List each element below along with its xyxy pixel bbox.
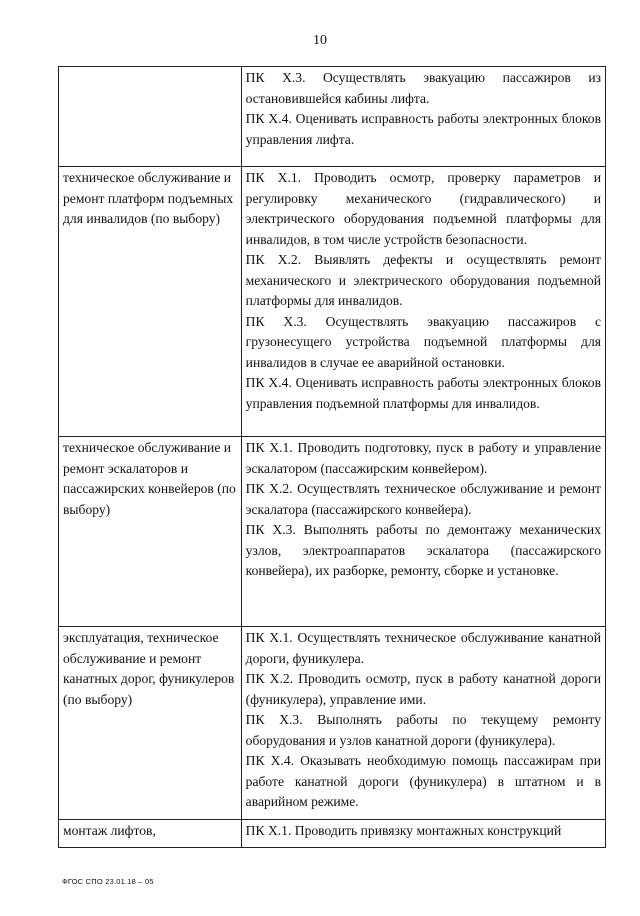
table-row — [59, 67, 606, 167]
competency-item: ПК Х.2. Осуществлять техническое обслуживание и ремонт эскалатора (пассажирского конвейера). — [245, 481, 601, 517]
specialization-cell: техническое обслуживание и ремонт платформ подъемных для инвалидов (по выбору) — [59, 167, 242, 437]
competency-item: ПК Х.4. Оказывать необходимую помощь пассажирам при работе канатной дороги (фуникулера) в штатном и в аварийном режиме. — [245, 753, 601, 809]
competency-item: ПК Х.1. Проводить привязку монтажных конструкций — [245, 823, 562, 838]
specialization-cell — [59, 67, 242, 167]
competency-item: ПК Х.1. Проводить подготовку, пуск в работу и управление эскалатором (пассажирским конвейером). — [245, 440, 601, 476]
competency-item: ПК Х.3. Осуществлять эвакуацию пассажиров из остановившейся кабины лифта. — [245, 70, 601, 106]
competency-item: ПК Х.2. Проводить осмотр, пуск в работу канатной дороги (фуникулера), управление ими. — [245, 671, 601, 707]
competency-item: ПК Х.3. Осуществлять эвакуацию пассажиров с грузонесущего устройства подъемной платформы для инвалидов в случае ее аварийной остановки. — [245, 313, 601, 370]
table-row — [59, 820, 606, 848]
competency-item: ПК Х.4. Оценивать исправность работы электронных блоков управления подъемной платформы для инвалидов. — [245, 375, 601, 411]
page-number: 10 — [313, 33, 327, 48]
specialization-cell: техническое обслуживание и ремонт эскалаторов и пассажирских конвейеров (по выбору) — [59, 437, 242, 627]
competency-cell — [241, 820, 605, 848]
competency-cell — [241, 627, 605, 820]
competency-item: ПК Х.1. Проводить осмотр, проверку параметров и регулировку механического (гидравлического) и электрического оборудования подъемной платформы для инвалидов, в том числе устройств безопасности. — [245, 170, 601, 247]
competency-item: ПК Х.2. Выявлять дефекты и осуществлять ремонт механического и электрического оборудования подъемной платформы для инвалидов. — [245, 252, 601, 308]
competency-item: ПК Х.1. Осуществлять техническое обслуживание канатной дороги, фуникулера. — [245, 630, 601, 666]
table-row — [59, 167, 606, 437]
footer-standard-code: ФГОС СПО 23.01.18 – 05 — [62, 877, 154, 886]
competency-cell — [241, 437, 605, 627]
competency-cell — [241, 67, 605, 167]
table-row — [59, 437, 606, 627]
competency-item: ПК Х.4. Оценивать исправность работы электронных блоков управления лифта. — [245, 111, 601, 147]
specialization-cell: монтаж лифтов, — [59, 820, 242, 848]
competency-item: ПК Х.3. Выполнять работы по текущему ремонту оборудования и узлов канатной дороги (фуникулера). — [245, 712, 601, 748]
competency-item: ПК Х.3. Выполнять работы по демонтажу механических узлов, электроаппаратов эскалатора (пассажирского конвейера), их разборке, ремонту, сборке и установке. — [245, 522, 601, 578]
competency-cell — [241, 167, 605, 437]
table-row — [59, 627, 606, 820]
specialization-cell: эксплуатация, техническое обслуживание и ремонт канатных дорог, фуникулеров (по выбору) — [59, 627, 242, 820]
competency-table — [58, 66, 606, 848]
